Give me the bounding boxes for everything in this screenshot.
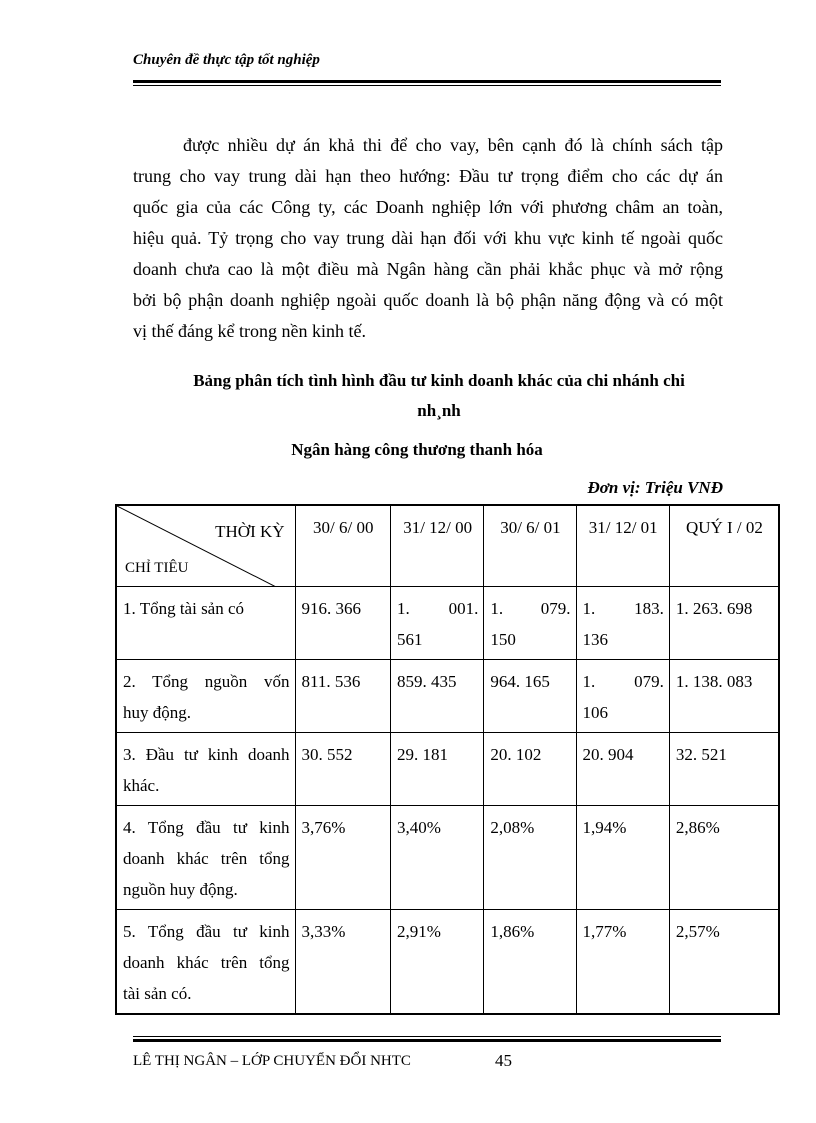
cell-text: 964. 165 <box>490 672 550 691</box>
body-paragraph <box>133 130 723 347</box>
table-cell <box>576 587 669 660</box>
table-cell <box>669 806 779 910</box>
corner-label-indicator: CHỈ TIÊU <box>125 560 189 576</box>
header-rule-thin <box>133 85 721 86</box>
table-title-line-1: Bảng phân tích tình hình đầu tư kinh doanh khác của chi nhánh chi <box>193 371 685 390</box>
cell-text: 1,77% <box>582 922 627 941</box>
row-label-text: doanh khác trên tổng <box>123 953 290 972</box>
cell-text: 3,40% <box>397 818 441 837</box>
row-label <box>116 910 295 1015</box>
table-cell <box>669 587 779 660</box>
table-cell <box>391 910 484 1015</box>
cell-text: 20. 904 <box>582 745 634 764</box>
table-unit: Đơn vị: Triệu VNĐ <box>587 478 723 497</box>
row-label-text: huy động. <box>123 703 191 722</box>
paragraph-line: trung cho vay trung dài hạn theo hướng: Đầu tư trọng điểm cho các dự án <box>133 166 723 186</box>
row-label-text: khác. <box>123 776 160 795</box>
cell-text: 561 <box>397 630 423 649</box>
row-label <box>116 733 295 806</box>
cell-text: 32. 521 <box>675 745 727 764</box>
row-label-text: 3. Đầu tư kinh doanh <box>123 745 290 764</box>
corner-label-period: THỜI KỲ <box>215 522 285 541</box>
table-subtitle: Ngân hàng công thương thanh hóa <box>291 440 543 459</box>
table-cell <box>576 806 669 910</box>
row-label-text: doanh khác trên tổng <box>123 849 290 868</box>
row-label-text: tài sản có. <box>123 984 192 1003</box>
paragraph-line: hiệu quả. Tỷ trọng cho vay trung dài hạn đối với khu vực kinh tế ngoài quốc <box>133 228 723 248</box>
row-label-text: 1. Tổng tài sản có <box>123 599 245 618</box>
cell-text: 1. 263. 698 <box>675 599 753 618</box>
table-cell <box>295 660 390 733</box>
table-cell <box>484 910 576 1015</box>
table-row <box>116 587 779 660</box>
row-label <box>116 660 295 733</box>
cell-text: 1,86% <box>490 922 535 941</box>
table-row <box>116 660 779 733</box>
cell-text: 29. 181 <box>397 745 449 764</box>
table-cell <box>576 660 669 733</box>
cell-text: 20. 102 <box>490 745 542 764</box>
table-row <box>116 733 779 806</box>
cell-text: 1. 001. <box>397 599 479 618</box>
table-cell <box>576 733 669 806</box>
paragraph-line: bởi bộ phận doanh nghiệp ngoài quốc doanh là bộ phận năng động và có một <box>133 290 723 310</box>
footer-author: LÊ THỊ NGÂN – LỚP CHUYỂN ĐỔI NHTC <box>133 1053 411 1069</box>
row-label-text: 4. Tổng đầu tư kinh <box>123 818 290 837</box>
cell-text: 1. 079. <box>582 672 664 691</box>
column-header: QUÝ I / 02 <box>669 505 779 587</box>
table-row <box>116 806 779 910</box>
table-cell <box>484 733 576 806</box>
table-cell <box>295 910 390 1015</box>
table-row <box>116 910 779 1015</box>
row-label <box>116 587 295 660</box>
column-header: 30/ 6/ 00 <box>295 505 390 587</box>
cell-text: 1. 183. <box>582 599 664 618</box>
cell-text: 3,33% <box>301 922 346 941</box>
table-cell <box>295 587 390 660</box>
table-title-line-2: nh¸nh <box>417 401 461 420</box>
investment-table <box>115 504 780 1015</box>
cell-text: 2,91% <box>397 922 441 941</box>
paragraph-line: quốc gia của các Công ty, các Doanh nghiệp lớn với phương châm an toàn, <box>133 197 723 217</box>
row-label <box>116 806 295 910</box>
table-cell <box>669 660 779 733</box>
cell-text: 1. 079. <box>490 599 571 618</box>
cell-text: 2,86% <box>675 818 720 837</box>
cell-text: 2,57% <box>675 922 720 941</box>
table-cell <box>669 733 779 806</box>
row-label-text: 5. Tổng đầu tư kinh <box>123 922 290 941</box>
table-title <box>133 366 745 426</box>
table-cell <box>484 587 576 660</box>
table-cell <box>391 733 484 806</box>
footer-rule-thin <box>133 1036 721 1037</box>
footer-rule-thick <box>133 1039 721 1042</box>
paragraph-line: được nhiều dự án khả thi để cho vay, bên cạnh đó là chính sách tập <box>183 135 723 155</box>
table-cell <box>391 660 484 733</box>
table-cell <box>391 806 484 910</box>
document-header-title: Chuyên đề thực tập tốt nghiệp <box>133 52 320 68</box>
table-corner-cell <box>116 505 295 587</box>
table-cell <box>576 910 669 1015</box>
cell-text: 150 <box>490 630 516 649</box>
cell-text: 2,08% <box>490 818 535 837</box>
column-header: 30/ 6/ 01 <box>484 505 576 587</box>
paragraph-line: vị thế đáng kể trong nền kinh tế. <box>133 321 366 341</box>
cell-text: 811. 536 <box>301 672 361 691</box>
header-rule-thick <box>133 80 721 83</box>
cell-text: 916. 366 <box>301 599 362 618</box>
paragraph-line: doanh chưa cao là một điều mà Ngân hàng cần phải khắc phục và mở rộng <box>133 259 723 279</box>
cell-text: 859. 435 <box>397 672 457 691</box>
cell-text: 1. 138. 083 <box>675 672 753 691</box>
cell-text: 3,76% <box>301 818 346 837</box>
page-number: 45 <box>495 1051 512 1070</box>
cell-text: 1,94% <box>582 818 627 837</box>
cell-text: 136 <box>582 630 609 649</box>
cell-text: 106 <box>582 703 609 722</box>
column-header: 31/ 12/ 01 <box>576 505 669 587</box>
table-cell <box>484 806 576 910</box>
table-cell <box>295 733 390 806</box>
table-cell <box>484 660 576 733</box>
table-cell <box>391 587 484 660</box>
table-header-row <box>116 505 779 587</box>
column-header: 31/ 12/ 00 <box>391 505 484 587</box>
table-cell <box>669 910 779 1015</box>
table-cell <box>295 806 390 910</box>
row-label-text: nguồn huy động. <box>123 880 238 899</box>
cell-text: 30. 552 <box>301 745 353 764</box>
row-label-text: 2. Tổng nguồn vốn <box>123 672 290 691</box>
